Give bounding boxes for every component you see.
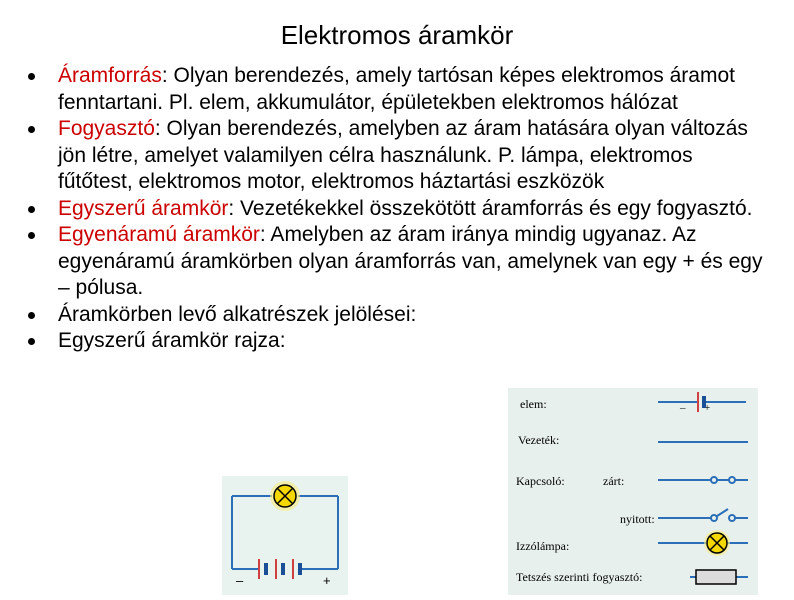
bullet-item bbox=[28, 222, 768, 302]
term: Egyszerű áramkör bbox=[58, 196, 229, 220]
definition: : Olyan berendezés, amely tartósan képes elektromos áramot fenntartani. Pl. elem, akkumulátor, épületekben elektromos hálózat bbox=[58, 64, 735, 114]
bullet-dot-icon bbox=[28, 312, 35, 319]
bullet-text: Áramkörben levő alkatrészek jelölései: bbox=[58, 302, 417, 326]
legend-plus-sign: + bbox=[704, 402, 711, 414]
circuit-plus-sign: + bbox=[323, 573, 331, 588]
closed-switch-node-right bbox=[729, 477, 735, 483]
circuit-minus-sign: – bbox=[236, 573, 244, 588]
bullet-dot-icon bbox=[28, 73, 35, 80]
term: Áramforrás bbox=[58, 64, 162, 87]
closed-switch-node-left bbox=[711, 477, 717, 483]
legend-label-nyitott: nyitott: bbox=[620, 512, 655, 526]
circuit-drawing bbox=[222, 476, 348, 595]
term: Fogyasztó bbox=[58, 117, 155, 140]
legend-label-kapcsolo: Kapcsoló: bbox=[516, 474, 565, 488]
legend-label-izzolampa: Izzólámpa: bbox=[516, 539, 570, 553]
open-switch-node-left bbox=[711, 515, 717, 521]
bullet-dot-icon bbox=[28, 126, 35, 133]
consumer-box-icon bbox=[696, 570, 736, 584]
legend-label-fogyaszto: Tetszés szerinti fogyasztó: bbox=[516, 570, 643, 584]
legend-minus-sign: – bbox=[680, 402, 686, 414]
bullet-item bbox=[28, 328, 768, 355]
open-switch-node-right bbox=[729, 515, 735, 521]
bullet-dot-icon bbox=[28, 232, 35, 239]
bullet-item bbox=[28, 302, 768, 329]
definition: : Olyan berendezés, amelyben az áram hatására olyan változás jön létre, amelyet valamilyen célra használunk. P. lámpa, elektromos fűtőtest, elektromos motor, elektromos háztartási eszközök bbox=[58, 117, 748, 193]
legend-label-elem: elem: bbox=[520, 397, 547, 411]
bullet-item bbox=[28, 196, 768, 223]
bullet-item bbox=[28, 116, 768, 196]
term: Egyenáramú áramkör bbox=[58, 223, 260, 246]
legend-label-vezetek: Vezeték: bbox=[518, 433, 560, 447]
bullet-item bbox=[28, 63, 768, 116]
symbol-legend bbox=[508, 388, 758, 595]
page-title: Elektromos áramkör bbox=[280, 20, 514, 50]
bullet-dot-icon bbox=[28, 206, 35, 213]
bullet-list bbox=[28, 63, 768, 355]
definition: : Vezetékekkel összekötött áramforrás és egy fogyasztó. bbox=[228, 196, 753, 220]
legend-label-zart: zárt: bbox=[603, 474, 625, 488]
legend-symbols bbox=[508, 388, 758, 595]
definition: : Amelyben az áram iránya mindig ugyanaz. Az egyenáramú áramkörben olyan áramforrás van, amelynek van egy + és egy – pólusa. bbox=[58, 223, 763, 299]
bullet-dot-icon bbox=[28, 338, 35, 345]
bullet-text: Egyszerű áramkör rajza: bbox=[58, 329, 286, 352]
